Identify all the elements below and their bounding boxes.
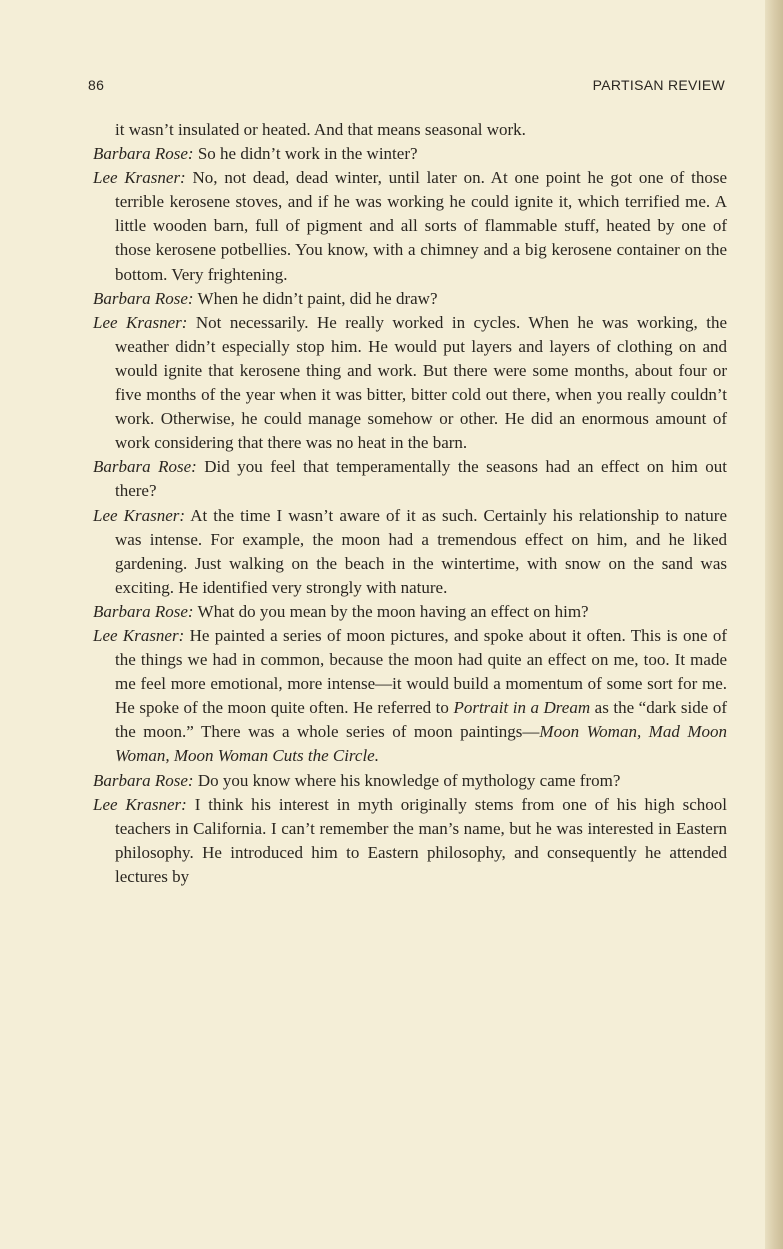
running-head: PARTISAN REVIEW	[592, 77, 725, 93]
answer-paragraph	[93, 504, 727, 600]
artwork-title: Portrait in a Dream	[453, 698, 591, 718]
answer-paragraph	[93, 793, 727, 889]
speaker-label: Lee Krasner:	[93, 312, 188, 332]
interview-text	[93, 118, 727, 889]
question-paragraph	[93, 455, 727, 503]
question-text: When he didn’t paint, did he draw?	[197, 288, 438, 308]
speaker-label: Lee Krasner:	[93, 505, 186, 525]
speaker-label: Barbara Rose:	[93, 457, 197, 477]
question-paragraph	[93, 287, 727, 311]
speaker-label: Lee Krasner:	[93, 168, 186, 188]
question-text: Do you know where his knowledge of mythology came from?	[197, 770, 621, 790]
answer-text: No, not dead, dead winter, until later on. At one point he got one of those terrible kerosene stoves, and if he was working he could ignite it, which terrified me. A little wooden barn, full of pigment and all sorts of flammable stuff, heated by one of those kerosene potbellies. You know, with a chimney and a big kerosene container on the bottom. Very frightening.	[115, 168, 728, 284]
page-number: 86	[88, 77, 105, 93]
answer-text: Not necessarily. He really worked in cycles. When he was working, the weather didn’t especially stop him. He would put layers and layers of clothing on and would ignite that kerosene thing and work. But there were some months, about four or five months of the year when it was bitter, bitter cold out there, when you really couldn’t work. Otherwise, he could manage somehow or other. He did an enormous amount of work considering that there was no heat in the barn.	[115, 312, 727, 453]
answer-paragraph	[93, 624, 727, 769]
question-paragraph	[93, 600, 727, 624]
answer-text: as the “dark side of the moon.” There was a whole series of moon paintings—	[115, 698, 728, 742]
speaker-label: Barbara Rose:	[93, 288, 194, 308]
speaker-label: Barbara Rose:	[93, 770, 194, 790]
answer-text: I think his interest in myth originally stems from one of his high school teachers in California. I can’t remember the man’s name, but he was interested in Eastern philosophy. He introduced him to Eastern philosophy, and consequently he attended lectures by	[115, 794, 727, 886]
answer-text: At the time I wasn’t aware of it as such. Certainly his relationship to nature was intense. For example, the moon had a tremendous effect on him, and he liked gardening. Just walking on the beach in the wintertime, with snow on the sand was exciting. He identified very strongly with nature.	[115, 505, 727, 597]
answer-paragraph	[93, 166, 727, 286]
answer-text: He painted a series of moon pictures, and spoke about it often. This is one of the things we had in common, because the moon had quite an effect on me, too. It made me feel more emotional, more intense—it would build a momentum of some sort for me. He spoke of the moon quite often. He referred to	[115, 625, 727, 718]
answer-paragraph	[93, 311, 727, 456]
speaker-label: Barbara Rose:	[93, 601, 194, 621]
speaker-label: Lee Krasner:	[93, 625, 185, 645]
question-text: So he didn’t work in the winter?	[197, 144, 418, 164]
question-paragraph	[93, 769, 727, 793]
speaker-label: Barbara Rose:	[93, 144, 194, 164]
question-text: Did you feel that temperamentally the seasons had an effect on him out there?	[115, 457, 727, 501]
continuation-paragraph: it wasn’t insulated or heated. And that means seasonal work.	[115, 120, 526, 139]
speaker-label: Lee Krasner:	[93, 794, 187, 814]
artwork-titles: Moon Woman, Mad Moon Woman, Moon Woman Cuts the Circle.	[115, 722, 727, 766]
question-paragraph	[93, 142, 727, 166]
page-edge	[765, 0, 783, 1249]
question-text: What do you mean by the moon having an effect on him?	[197, 601, 589, 621]
